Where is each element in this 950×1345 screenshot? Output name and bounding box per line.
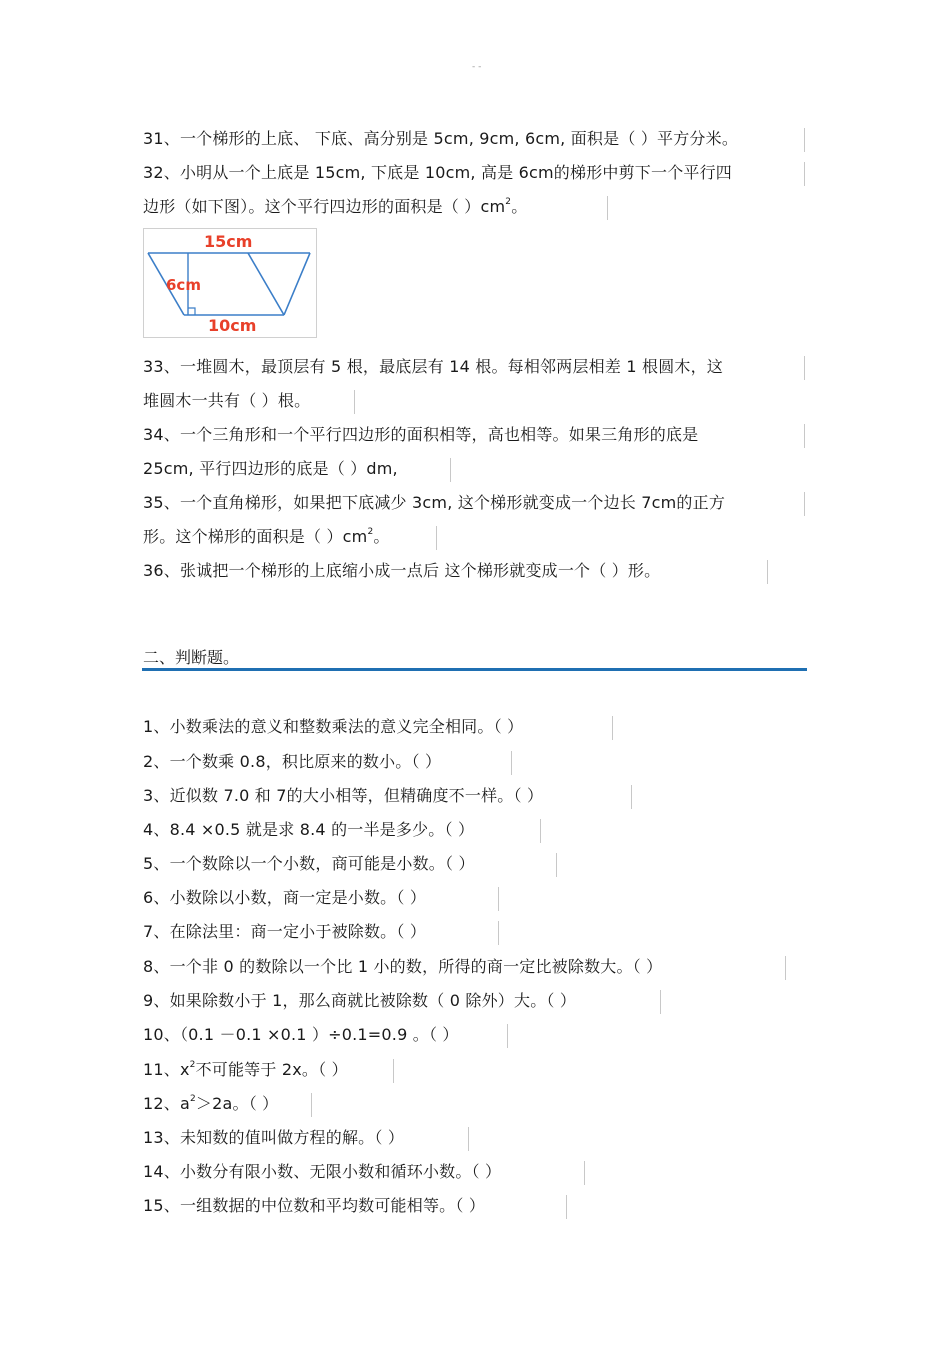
cut-line: [248, 253, 284, 315]
judge-question-14: 14、小数分有限小数、无限小数和循环小数。（ ）: [143, 1162, 502, 1181]
question-34-line-2: 25cm, 平行四边形的底是（ ）dm,: [143, 459, 398, 478]
question-35-line-2: [143, 524, 390, 550]
judge-question-13: 13、未知数的值叫做方程的解。（ ）: [143, 1128, 405, 1147]
trapezoid-figure: [143, 228, 317, 338]
question-31: 31、一个梯形的上底、 下底、高分别是 5cm, 9cm, 6cm, 面积是（ ）平方分米。: [143, 129, 739, 148]
judge-question-7: 7、在除法里：商一定小于被除数。（ ）: [143, 922, 427, 941]
judge-question-4: 4、8.4 ×0.5 就是求 8.4 的一半是多少。（ ）: [143, 820, 475, 839]
question-33-line-2: 堆圆木一共有（ ）根。: [143, 391, 311, 410]
text-box-edge: [556, 853, 557, 877]
bottom-base-label: 10cm: [208, 316, 257, 335]
question-32-text: 边形（如下图）。这个平行四边形的面积是（ ）cm: [143, 197, 506, 216]
text-box-edge: [540, 819, 541, 843]
trapezoid-diagram: [144, 229, 316, 337]
question-12-text: 12、a: [143, 1094, 190, 1113]
text-box-edge: [354, 390, 355, 414]
question-35-text: 形。这个梯形的面积是（ ）cm: [143, 527, 368, 546]
text-box-edge: [785, 956, 786, 980]
text-box-edge: [631, 785, 632, 809]
text-box-edge: [393, 1059, 394, 1083]
text-box-edge: [804, 356, 805, 380]
top-base-label: 15cm: [204, 232, 253, 251]
text-box-edge: [804, 128, 805, 152]
question-11-text: 11、x: [143, 1060, 190, 1079]
right-leg-line: [284, 253, 310, 315]
text-box-edge: [311, 1093, 312, 1117]
judge-question-5: 5、一个数除以一个小数，商可能是小数。（ ）: [143, 854, 475, 873]
text-box-edge: [498, 887, 499, 911]
text-box-edge: [612, 716, 613, 740]
text-box-edge: [804, 162, 805, 186]
text-box-edge: [804, 492, 805, 516]
text-box-edge: [436, 526, 437, 550]
page-mark: - -: [472, 62, 482, 72]
question-36: 36、张诚把一个梯形的上底缩小成一点后 这个梯形就变成一个（ ）形。: [143, 561, 661, 580]
question-32-line-2: [143, 194, 527, 220]
judge-question-8: 8、一个非 0 的数除以一个比 1 小的数，所得的商一定比被除数大。（ ）: [143, 957, 663, 976]
section-title: 二、判断题。: [143, 648, 240, 667]
superscript: 2: [189, 1094, 196, 1104]
text-box-edge: [566, 1195, 567, 1219]
judge-question-1: 1、小数乘法的意义和整数乘法的意义完全相同。（ ）: [143, 717, 524, 736]
question-34-line-1: 34、一个三角形和一个平行四边形的面积相等，高也相等。如果三角形的底是: [143, 425, 699, 444]
judge-question-9: 9、如果除数小于 1，那么商就比被除数（ 0 除外）大。（ ）: [143, 991, 577, 1010]
text-box-edge: [450, 458, 451, 482]
question-35-line-1: 35、一个直角梯形，如果把下底减少 3cm, 这个梯形就变成一个边长 7cm的正方: [143, 493, 726, 512]
question-12-end: ＞2a。（ ）: [195, 1094, 279, 1113]
right-angle-mark: [188, 308, 195, 315]
text-box-edge: [660, 990, 661, 1014]
text-box-edge: [498, 921, 499, 945]
judge-question-11: [143, 1057, 348, 1083]
superscript: 2: [367, 527, 374, 537]
superscript: 2: [189, 1060, 196, 1070]
question-32-line-1: 32、小明从一个上底是 15cm, 下底是 10cm, 高是 6cm的梯形中剪下一个平行四: [143, 163, 733, 182]
text-box-edge: [767, 560, 768, 584]
question-33-line-1: 33、一堆圆木，最顶层有 5 根，最底层有 14 根。每相邻两层相差 1 根圆木，这: [143, 357, 723, 376]
text-box-edge: [507, 1024, 508, 1048]
text-box-edge: [607, 196, 608, 220]
judge-question-3: 3、近似数 7.0 和 7的大小相等，但精确度不一样。（ ）: [143, 786, 544, 805]
text-box-edge: [584, 1161, 585, 1185]
text-box-edge: [511, 751, 512, 775]
section-rule: [142, 668, 807, 671]
judge-question-6: 6、小数除以小数，商一定是小数。（ ）: [143, 888, 427, 907]
judge-question-15: 15、一组数据的中位数和平均数可能相等。（ ）: [143, 1196, 486, 1215]
height-label: 6cm: [166, 276, 201, 294]
question-32-end: 。: [511, 197, 528, 216]
text-box-edge: [468, 1127, 469, 1151]
judge-question-10: 10、（0.1 －0.1 ×0.1 ）÷0.1=0.9 。（ ）: [143, 1025, 459, 1044]
judge-question-12: [143, 1091, 278, 1117]
text-box-edge: [804, 424, 805, 448]
superscript: 2: [505, 197, 512, 207]
question-35-end: 。: [373, 527, 390, 546]
question-11-end: 不可能等于 2x。（ ）: [195, 1060, 348, 1079]
judge-question-2: 2、一个数乘 0.8，积比原来的数小。（ ）: [143, 752, 442, 771]
